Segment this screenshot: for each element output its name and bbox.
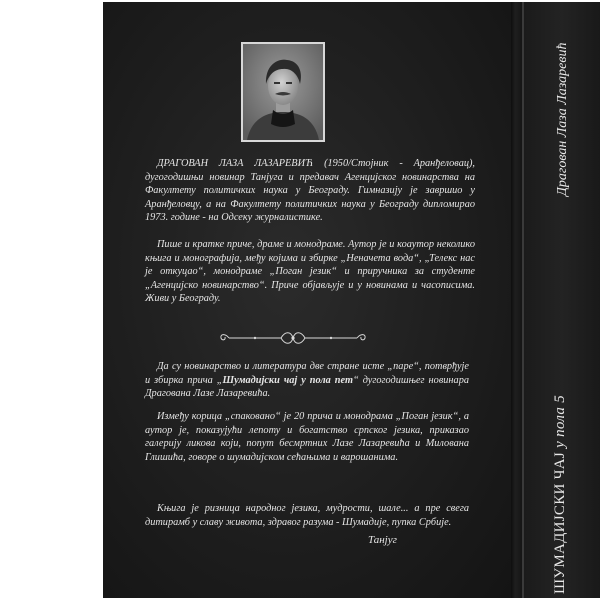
spine-author-name: Драгован Лаза Лазаревић [555,42,570,196]
spine-title-rest: у пола 5 [552,394,568,452]
desc-p1-after: “ дугогодишњег новинара Драгована Лазе Лазаревића. [145,374,469,399]
book-description-paragraph-1 [145,360,469,401]
desc-p3-text: Књига је ризница народног језика, мудрости, шале... а пре свега дитирамб у славу живота, здравог разума - Шумадије, пупка Србије. [145,503,469,528]
author-bio-text-1: (1950/Стојник - Аранђеловац), дугогодишњи новинар Танјуга и предавач Агенцијског новинарства на Факултету политичких наука у Београду. Гимназију је завршио у Аранђеловцу, а на Факултету политичких наука у Београду дипломирао 1973. године - на Одсеку журналистике. [145,158,475,223]
spine-book-title [552,395,569,594]
book-description-paragraph-3 [145,502,469,529]
author-bio-paragraph-1 [145,157,475,225]
book-description-paragraph-2 [145,410,469,464]
ornament-divider-icon [215,328,371,348]
book-title-inline: Шумадијски чај у пола пет [222,374,353,386]
author-photo [241,42,325,142]
desc-p1-before: Да су новинарство и литература две стране исте „паре“, потврђује и збирка прича „ [145,361,469,386]
spine-title-caps: ШУМАДИЈСКИ ЧАЈ [552,451,568,594]
back-cover [103,2,511,598]
author-bio-paragraph-2 [145,238,475,306]
author-bio-text-2: Пише и кратке приче, драме и монодраме. Аутор је и коаутор неколико књига и монографија, међу којима и збирке „Неначета вода“, „Телекс нас је откуцао“, монодраме „Поган језик“ и приручника за студенте „Агенцијско новинарство“. Приче објављује и у новинама и часописима. Живи у Београду. [145,239,475,304]
author-portrait-image [243,44,323,140]
source-signature: Танјуг [368,534,397,546]
author-name-caps: ДРАГОВАН ЛАЗА ЛАЗАРЕВИЋ [157,158,314,169]
book-spine [511,2,522,598]
desc-p2-text: Између корица „спаковано“ је 20 прича и монодрама „Поган језик“, а аутор је, показујући лепоту и богатство српског језика, приказао галерију ликова који, попут бесмртних Лазе Лазаревића и Милована Глишића, говоре о шумадијском сећањима и варошанима. [145,411,469,463]
